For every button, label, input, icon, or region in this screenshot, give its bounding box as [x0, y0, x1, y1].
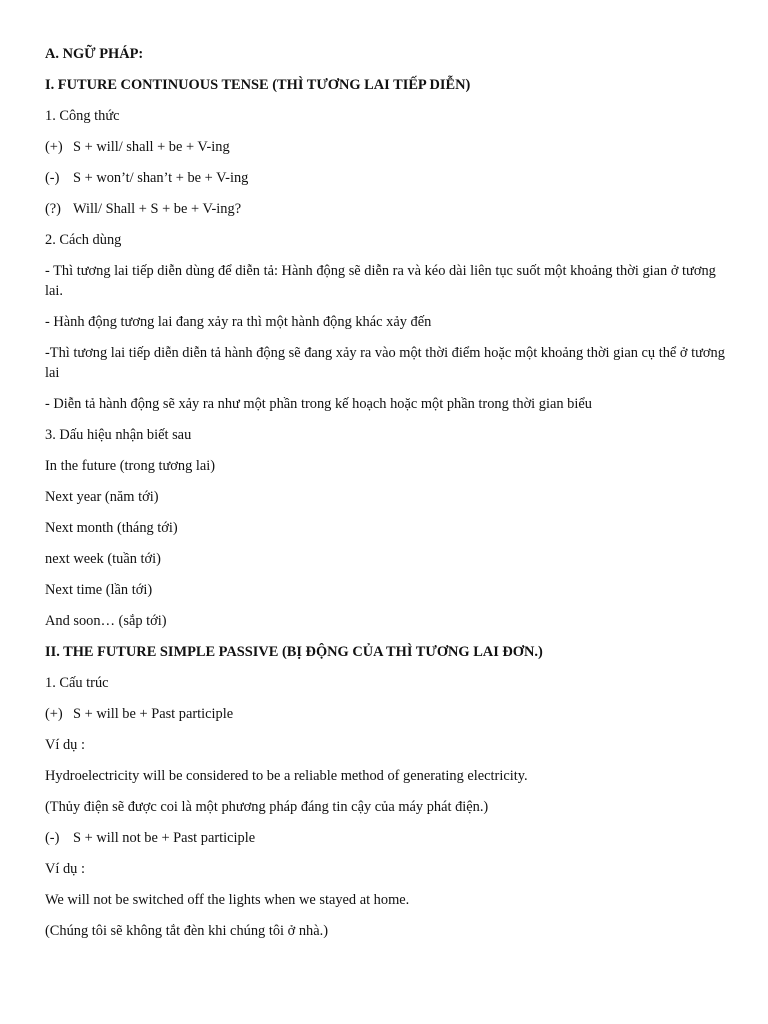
formula-sign: (-): [45, 830, 60, 846]
usage-item: - Thì tương lai tiếp diễn dùng để diễn tả: Hành động sẽ diễn ra và kéo dài liên tục suốt một khoảng thời gian ở tương lai.: [45, 263, 716, 299]
example-english: Hydroelectricity will be considered to be a reliable method of generating electricity.: [45, 768, 528, 784]
formula-sign: (+): [45, 706, 63, 722]
section-heading: A. NGỮ PHÁP:: [45, 46, 144, 62]
formula-question: [45, 199, 725, 219]
formula-text: S + will/ shall + be + V-ing: [73, 139, 230, 155]
sign-item: And soon… (sắp tới): [45, 613, 167, 629]
structure-title: 1. Cấu trúc: [45, 675, 109, 691]
sign-item: Next year (năm tới): [45, 489, 159, 505]
sign-item: Next month (tháng tới): [45, 520, 178, 536]
example-vietnamese: (Chúng tôi sẽ không tắt đèn khi chúng tôi ở nhà.): [45, 923, 328, 939]
usage-item: - Diễn tả hành động sẽ xảy ra như một phần trong kế hoạch hoặc một phần trong thời gian biểu: [45, 396, 592, 412]
example-label: Ví dụ :: [45, 737, 85, 753]
example-english: We will not be switched off the lights when we stayed at home.: [45, 892, 410, 908]
usage-item: - Hành động tương lai đang xảy ra thì một hành động khác xảy đến: [45, 314, 432, 330]
usage-title: 2. Cách dùng: [45, 232, 122, 248]
sign-item: next week (tuần tới): [45, 551, 161, 567]
example-vietnamese: (Thủy điện sẽ được coi là một phương pháp đáng tin cậy của máy phát điện.): [45, 799, 489, 815]
sign-item: In the future (trong tương lai): [45, 458, 216, 474]
formula-negative: [45, 168, 725, 188]
formula-text: S + will be + Past participle: [73, 706, 234, 722]
part1-heading: I. FUTURE CONTINUOUS TENSE (THÌ TƯƠNG LAI TIẾP DIỄN): [45, 77, 471, 93]
formula-text: Will/ Shall + S + be + V-ing?: [73, 201, 242, 217]
signs-title: 3. Dấu hiệu nhận biết sau: [45, 427, 192, 443]
example-label: Ví dụ :: [45, 861, 85, 877]
structure-positive: [45, 704, 725, 724]
document-page: [45, 44, 725, 952]
structure-negative: [45, 828, 725, 848]
formula-sign: (+): [45, 139, 63, 155]
formula-title: 1. Công thức: [45, 108, 120, 124]
formula-positive: [45, 137, 725, 157]
formula-sign: (-): [45, 170, 60, 186]
formula-sign: (?): [45, 201, 61, 217]
sign-item: Next time (lần tới): [45, 582, 153, 598]
formula-text: S + won’t/ shan’t + be + V-ing: [73, 170, 249, 186]
usage-item: -Thì tương lai tiếp diễn diễn tả hành động sẽ đang xảy ra vào một thời điểm hoặc một khoảng thời gian cụ thể ở tương lai: [45, 345, 725, 381]
part2-heading: II. THE FUTURE SIMPLE PASSIVE (BỊ ĐỘNG CỦA THÌ TƯƠNG LAI ĐƠN.): [45, 644, 543, 660]
formula-text: S + will not be + Past participle: [73, 830, 256, 846]
